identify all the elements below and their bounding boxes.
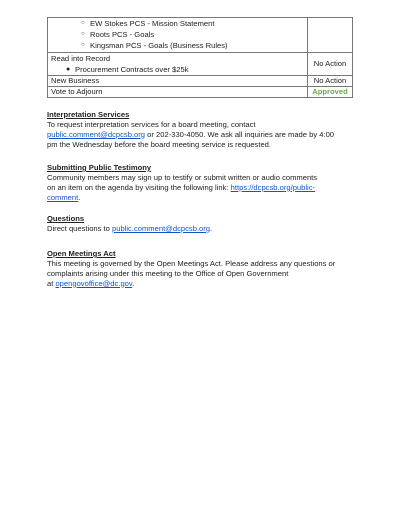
paragraph-line: Community members may sign up to testify or submit written or audio comments <box>47 172 318 182</box>
testimony-link[interactable]: https://dcpcsb.org/public- <box>230 182 316 192</box>
row-title: Read into Record <box>51 53 111 63</box>
list-item: ○ Roots PCS - Goals <box>81 30 155 40</box>
paragraph-line: at opengovoffice@dc.gov. <box>47 278 135 288</box>
paragraph-line: public.comment@dcpcsb.org or 202-330-4050. We ask all inquiries are made by 4:00 <box>47 129 335 139</box>
testimony-link-cont[interactable]: comment <box>47 192 79 202</box>
interpretation-section <box>47 110 357 149</box>
paragraph-line: comment. <box>47 192 81 202</box>
section-heading: Interpretation Services <box>47 110 130 119</box>
paragraph-line: To request interpretation services for a board meeting, contact <box>47 119 256 129</box>
table-cell-status: No Action <box>308 53 353 76</box>
row-title: Vote to Adjourn <box>48 87 308 98</box>
open-meetings-section <box>47 249 357 288</box>
email-link[interactable]: public.comment@dcpcsb.org <box>112 223 211 233</box>
list-item: ○ EW Stokes PCS - Mission Statement <box>81 19 215 29</box>
paragraph-line: complaints arising under this meeting to the Office of Open Government <box>47 268 289 278</box>
paragraph-line: Direct questions to public.comment@dcpcsb.org. <box>47 223 213 233</box>
email-link[interactable]: public.comment@dcpcsb.org <box>47 129 146 139</box>
row-title: New Business <box>48 76 308 87</box>
table-row <box>48 87 353 98</box>
table-cell-status: No Action <box>308 76 353 87</box>
paragraph-line: This meeting is governed by the Open Meetings Act. Please address any questions or <box>47 258 336 268</box>
paragraph-line: on an item on the agenda by visiting the following link: https://dcpcsb.org/public- <box>47 182 316 192</box>
table-row <box>48 18 353 53</box>
table-row <box>48 76 353 87</box>
table-cell-item <box>48 53 308 76</box>
circle-bullet-icon: ○ <box>81 20 85 27</box>
paragraph-line: pm the Wednesday before the board meeting service is requested. <box>47 139 272 149</box>
list-item: ○ Kingsman PCS - Goals (Business Rules) <box>81 41 228 51</box>
testimony-section <box>47 163 357 202</box>
table-cell-status <box>308 18 353 53</box>
section-heading: Submitting Public Testimony <box>47 163 152 172</box>
list-item: ● Procurement Contracts over $25k <box>66 64 189 74</box>
section-heading: Open Meetings Act <box>47 249 116 258</box>
circle-bullet-icon: ○ <box>81 42 85 49</box>
disc-bullet-icon: ● <box>66 65 71 73</box>
circle-bullet-icon: ○ <box>81 31 85 38</box>
table-row <box>48 53 353 76</box>
table-cell-item <box>48 18 308 53</box>
section-heading: Questions <box>47 214 85 223</box>
email-link[interactable]: opengovoffice@dc.gov <box>55 278 133 288</box>
agenda-table <box>47 17 353 98</box>
questions-section <box>47 214 357 234</box>
status-badge: Approved <box>308 87 353 98</box>
